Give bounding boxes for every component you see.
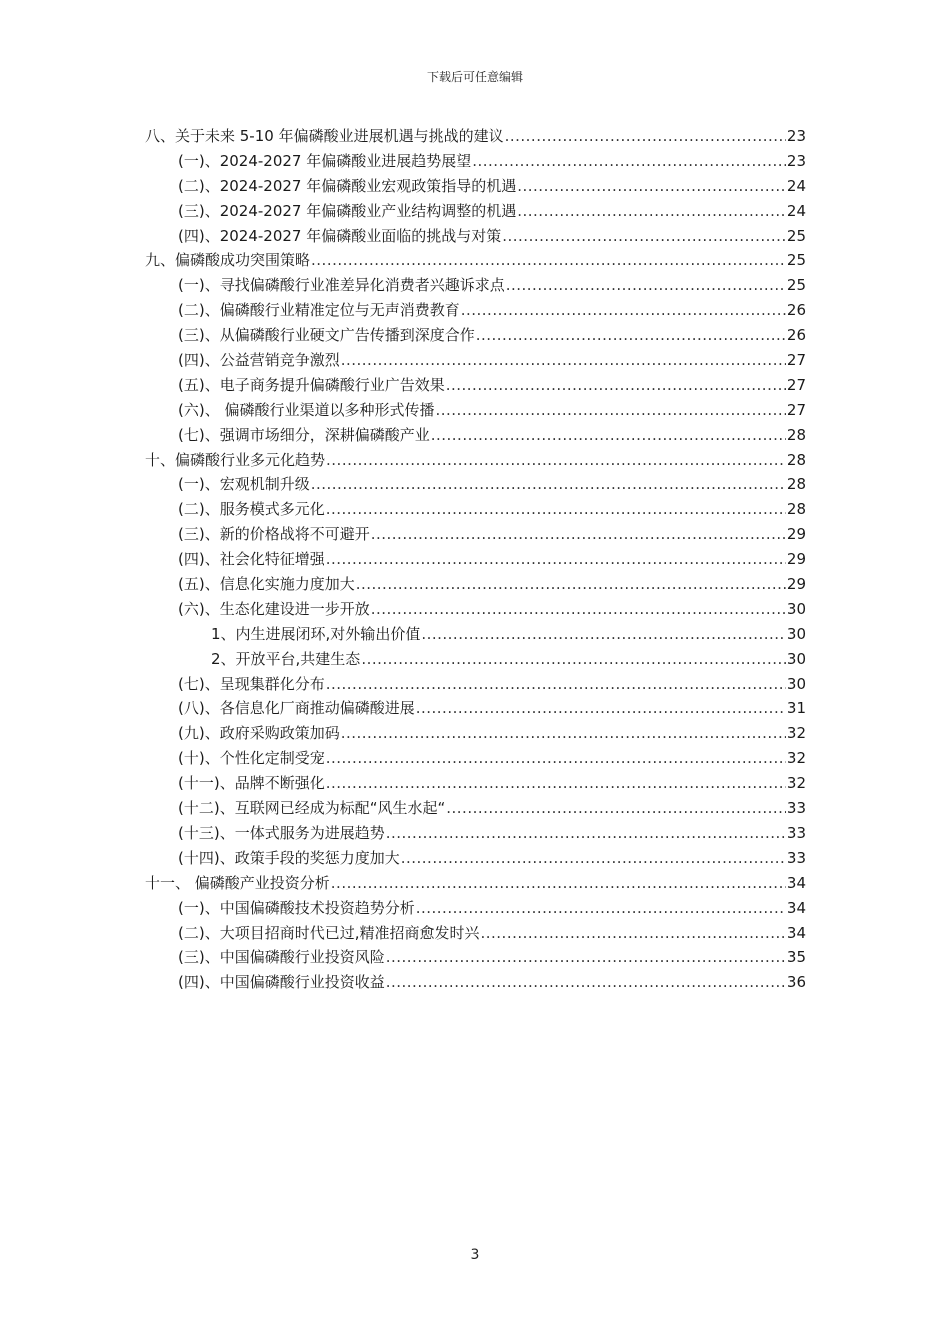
toc-entry-title: (十)、个性化定制受宠 — [178, 749, 325, 768]
toc-dot-leader — [517, 199, 786, 224]
toc-entry-page: 34 — [786, 898, 806, 917]
toc-dot-leader — [326, 497, 786, 522]
toc-entry-title: 十一、 偏磷酸产业投资分析 — [145, 873, 330, 892]
toc-entry-page: 34 — [786, 873, 806, 892]
toc-entry-page: 30 — [786, 624, 806, 643]
toc-entry-title: (二)、2024-2027 年偏磷酸业宏观政策指导的机遇 — [178, 176, 517, 195]
toc-dot-leader — [341, 721, 786, 746]
toc-entry-title: (六)、生态化建设进一步开放 — [178, 599, 370, 618]
toc-entry[interactable] — [145, 472, 806, 497]
toc-entry-title: (一)、寻找偏磷酸行业准差异化消费者兴趣诉求点 — [178, 276, 505, 295]
toc-entry-title: (十四)、政策手段的奖惩力度加大 — [178, 848, 400, 867]
toc-dot-leader — [326, 448, 786, 473]
toc-entry-title: 1、内生进展闭环,对外输出价值 — [211, 624, 421, 643]
toc-entry-title: 九、偏磷酸成功突围策略 — [145, 251, 311, 270]
toc-entry-page: 28 — [786, 425, 806, 444]
toc-entry[interactable] — [145, 622, 806, 647]
toc-entry-page: 28 — [786, 450, 806, 469]
toc-dot-leader — [371, 522, 786, 547]
toc-entry-title: (七)、强调市场细分，深耕偏磷酸产业 — [178, 425, 430, 444]
toc-entry[interactable] — [145, 248, 806, 273]
toc-dot-leader — [326, 547, 786, 572]
toc-entry-title: (六)、 偏磷酸行业渠道以多种形式传播 — [178, 400, 435, 419]
toc-entry[interactable] — [145, 398, 806, 423]
toc-entry-page: 29 — [786, 550, 806, 569]
toc-entry-title: (二)、服务模式多元化 — [178, 500, 325, 519]
toc-entry-page: 30 — [786, 599, 806, 618]
toc-dot-leader — [472, 149, 786, 174]
toc-entry[interactable] — [145, 298, 806, 323]
toc-entry-title: 十、偏磷酸行业多元化趋势 — [145, 450, 326, 469]
toc-entry[interactable] — [145, 124, 806, 149]
toc-entry-title: (一)、2024-2027 年偏磷酸业进展趋势展望 — [178, 151, 472, 170]
toc-entry[interactable] — [145, 721, 806, 746]
toc-entry-title: (五)、信息化实施力度加大 — [178, 575, 355, 594]
toc-entry[interactable] — [145, 945, 806, 970]
toc-entry-page: 36 — [786, 973, 806, 992]
toc-entry-title: (十三)、一体式服务为进展趋势 — [178, 823, 385, 842]
toc-dot-leader — [431, 423, 786, 448]
toc-entry-page: 27 — [786, 351, 806, 370]
toc-dot-leader — [416, 696, 786, 721]
page-header: 下载后可任意编辑 — [426, 70, 523, 84]
toc-dot-leader — [517, 174, 786, 199]
toc-entry-page: 33 — [786, 848, 806, 867]
toc-entry-page: 25 — [786, 276, 806, 295]
toc-entry[interactable] — [145, 174, 806, 199]
toc-dot-leader — [326, 746, 786, 771]
toc-dot-leader — [446, 373, 786, 398]
toc-entry[interactable] — [145, 597, 806, 622]
toc-entry[interactable] — [145, 746, 806, 771]
toc-entry-page: 33 — [786, 823, 806, 842]
toc-dot-leader — [341, 348, 786, 373]
toc-dot-leader — [480, 921, 785, 946]
toc-entry-title: (一)、中国偏磷酸技术投资趋势分析 — [178, 898, 415, 917]
toc-entry[interactable] — [145, 323, 806, 348]
toc-entry-title: 2、开放平台,共建生态 — [211, 649, 361, 668]
toc-entry-page: 23 — [786, 151, 806, 170]
toc-entry-page: 27 — [786, 400, 806, 419]
toc-dot-leader — [371, 597, 786, 622]
toc-dot-leader — [461, 298, 786, 323]
page-number: 3 — [470, 1247, 480, 1263]
toc-dot-leader — [416, 896, 786, 921]
toc-entry-page: 31 — [786, 699, 806, 718]
toc-entry-page: 26 — [786, 326, 806, 345]
toc-entry-title: (四)、中国偏磷酸行业投资收益 — [178, 973, 385, 992]
toc-entry-page: 24 — [786, 176, 806, 195]
toc-entry-page: 25 — [786, 251, 806, 270]
toc-dot-leader — [386, 821, 786, 846]
toc-entry-title: (五)、电子商务提升偏磷酸行业广告效果 — [178, 375, 445, 394]
toc-entry-title: (七)、呈现集群化分布 — [178, 674, 325, 693]
toc-entry[interactable] — [145, 871, 806, 896]
toc-entry-page: 32 — [786, 749, 806, 768]
toc-entry[interactable] — [145, 896, 806, 921]
toc-entry-title: (三)、中国偏磷酸行业投资风险 — [178, 948, 385, 967]
toc-entry[interactable] — [145, 522, 806, 547]
toc-dot-leader — [401, 846, 786, 871]
toc-dot-leader — [311, 472, 786, 497]
toc-dot-leader — [505, 124, 786, 149]
toc-dot-leader — [506, 273, 786, 298]
toc-entry[interactable] — [145, 672, 806, 697]
toc-entry[interactable] — [145, 199, 806, 224]
toc-dot-leader — [326, 771, 786, 796]
toc-entry-title: 八、关于未来 5-10 年偏磷酸业进展机遇与挑战的建议 — [145, 127, 504, 145]
toc-dot-leader — [386, 970, 786, 995]
toc-entry-page: 34 — [786, 923, 806, 942]
toc-dot-leader — [476, 323, 786, 348]
toc-entry[interactable] — [145, 921, 806, 946]
toc-entry-page: 35 — [786, 948, 806, 967]
toc-entry[interactable] — [145, 572, 806, 597]
toc-entry[interactable] — [145, 423, 806, 448]
toc-entry-page: 32 — [786, 724, 806, 743]
toc-entry-title: (三)、从偏磷酸行业硬文广告传播到深度合作 — [178, 326, 475, 345]
toc-entry[interactable] — [145, 224, 806, 249]
toc-entry[interactable] — [145, 796, 806, 821]
toc-entry[interactable] — [145, 696, 806, 721]
toc-dot-leader — [361, 647, 786, 672]
toc-entry[interactable] — [145, 373, 806, 398]
toc-entry-page: 30 — [786, 674, 806, 693]
toc-entry-page: 26 — [786, 301, 806, 320]
toc-entry-title: (二)、大项目招商时代已过,精准招商愈发时兴 — [178, 923, 480, 942]
toc-entry-page: 30 — [786, 649, 806, 668]
toc-entry[interactable] — [145, 149, 806, 174]
toc-dot-leader — [331, 871, 786, 896]
toc-entry-title: (八)、各信息化厂商推动偏磷酸进展 — [178, 699, 415, 718]
toc-entry-page: 33 — [786, 799, 806, 818]
toc-entry-title: (三)、新的价格战将不可避开 — [178, 525, 370, 544]
toc-entry-page: 23 — [786, 127, 806, 145]
toc-entry-page: 28 — [786, 475, 806, 494]
toc-entry[interactable] — [145, 273, 806, 298]
toc-dot-leader — [446, 796, 786, 821]
toc-entry-title: (十一)、品牌不断强化 — [178, 774, 325, 793]
toc-entry[interactable] — [145, 348, 806, 373]
toc-entry-title: (二)、偏磷酸行业精准定位与无声消费教育 — [178, 301, 460, 320]
table-of-contents — [145, 124, 806, 995]
toc-entry-page: 29 — [786, 575, 806, 594]
toc-entry-page: 32 — [786, 774, 806, 793]
toc-entry-title: (九)、政府采购政策加码 — [178, 724, 340, 743]
toc-entry-page: 25 — [786, 226, 806, 245]
toc-dot-leader — [502, 224, 786, 249]
toc-entry[interactable] — [145, 771, 806, 796]
toc-entry[interactable] — [145, 647, 806, 672]
toc-entry-title: (四)、公益营销竞争激烈 — [178, 351, 340, 370]
toc-entry-title: (四)、2024-2027 年偏磷酸业面临的挑战与对策 — [178, 226, 502, 245]
toc-dot-leader — [386, 945, 786, 970]
toc-entry-page: 28 — [786, 500, 806, 519]
toc-dot-leader — [435, 398, 785, 423]
toc-entry[interactable] — [145, 846, 806, 871]
toc-entry-title: (三)、2024-2027 年偏磷酸业产业结构调整的机遇 — [178, 201, 517, 220]
toc-dot-leader — [326, 672, 786, 697]
toc-entry[interactable] — [145, 970, 806, 995]
toc-entry-title: (十二)、互联网已经成为标配“风生水起“ — [178, 799, 446, 818]
toc-entry[interactable] — [145, 497, 806, 522]
toc-entry-page: 29 — [786, 525, 806, 544]
toc-entry[interactable] — [145, 448, 806, 473]
toc-dot-leader — [421, 622, 786, 647]
toc-entry-title: (一)、宏观机制升级 — [178, 475, 310, 494]
toc-dot-leader — [356, 572, 786, 597]
toc-entry[interactable] — [145, 547, 806, 572]
toc-entry-page: 27 — [786, 375, 806, 394]
toc-entry[interactable] — [145, 821, 806, 846]
toc-entry-page: 24 — [786, 201, 806, 220]
toc-entry-title: (四)、社会化特征增强 — [178, 550, 325, 569]
toc-dot-leader — [311, 248, 786, 273]
